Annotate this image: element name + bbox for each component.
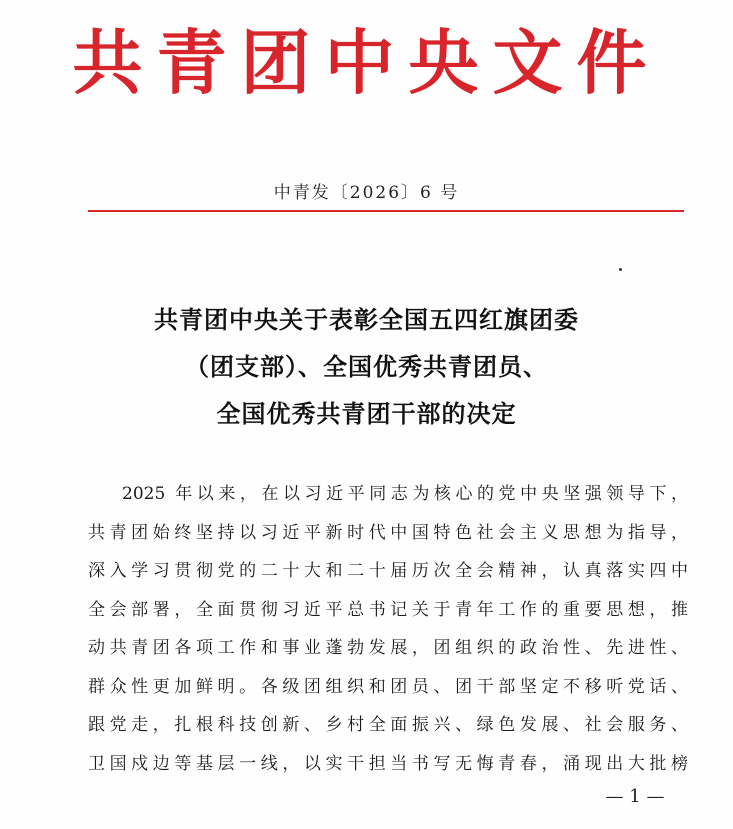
document-number: 中青发〔2026〕6 号 xyxy=(273,183,460,203)
body-line: 卫国戍边等基层一线，以实干担当书写无悔青春，涌现出大批榜 xyxy=(88,753,688,774)
decision-title xyxy=(0,296,733,437)
body-line: 2025 年以来，在以习近平同志为核心的党中央坚强领导下， xyxy=(122,484,688,504)
body-line: 深入学习贯彻党的二十大和二十届历次全会精神，认真落实四中 xyxy=(88,561,688,581)
decision-title-line-2: （团支部）、全国优秀共青团员、 xyxy=(185,352,548,381)
body-paragraph xyxy=(88,475,688,783)
page-number: — 1 — xyxy=(605,786,665,807)
decision-title-line-1: 共青团中央关于表彰全国五四红旗团委 xyxy=(154,305,579,334)
document-header-title: 共青团中央文件 xyxy=(72,21,661,104)
body-line: 群众性更加鲜明。各级团组织和团员、团干部坚定不移听党话、 xyxy=(88,676,688,697)
body-line: 动共青团各项工作和事业蓬勃发展，团组织的政治性、先进性、 xyxy=(88,638,688,658)
body-line: 跟党走，扎根科技创新、乡村全面振兴、绿色发展、社会服务、 xyxy=(88,715,688,735)
decision-title-line-3: 全国优秀共青团干部的决定 xyxy=(216,399,517,428)
body-line: 全会部署，全面贯彻习近平总书记关于青年工作的重要思想，推 xyxy=(88,599,688,620)
body-line: 共青团始终坚持以习近平新时代中国特色社会主义思想为指导， xyxy=(88,522,688,543)
scan-speck xyxy=(619,268,622,271)
red-divider-line xyxy=(88,210,684,212)
